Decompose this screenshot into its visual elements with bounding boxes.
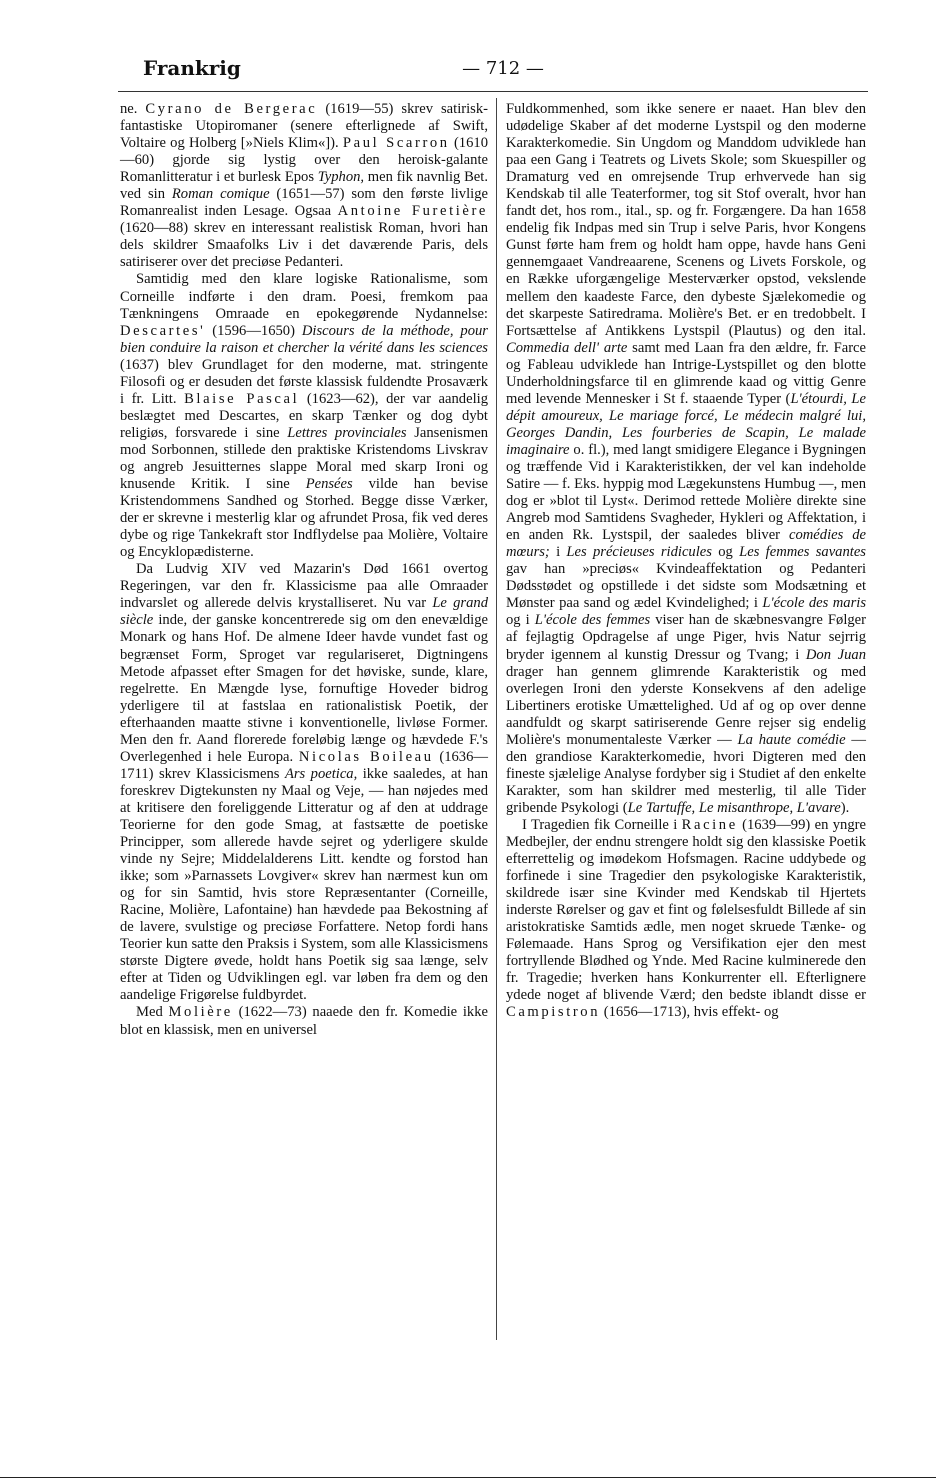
paragraph: ne. Cyrano de Bergerac (1619—55) skrev satirisk-fantastiske Utopiromaner (senere efterlignede af Swift, Voltaire og Holberg [»Niels Klim«]). Paul Scarron (1610—60) gjorde sig lystig over den heroisk-galante Romanlitteratur i et burlesk Epos Typhon, men fik navnlig Bet. ved sin Roman comique (1651—57) som den første livlige Romanrealist inden Lesage. Ogsaa Antoine Furetière (1620—88) skrev en interessant realistisk Roman, hvori han dels skildrer Smaafolks Liv i det daværende Paris, dels satiriserer over det preciøse Pedanteri. <box>120 101 489 271</box>
column-divider <box>496 98 497 1340</box>
page-header <box>143 56 865 86</box>
section-title: Frankrig <box>143 56 241 80</box>
italic-title: L'école des femmes <box>534 612 651 629</box>
italic-title: Le Tartuffe, Le misanthrope, L'avare <box>627 799 841 816</box>
header-rule <box>118 91 868 92</box>
italic-title: Pensées <box>305 476 353 493</box>
italic-title: Ars poetica, <box>284 765 358 782</box>
italic-title: Les précieuses ridicules <box>566 544 712 561</box>
italic-title: Les femmes savantes <box>739 544 866 561</box>
paragraph: Samtidig med den klare logiske Rationalisme, som Corneille indførte i den dram. Poesi, fremkom paa Tænkningens Omraade en epokegørende Nydannelse: Descartes' (1596—1650) Discours de la méthode, pour bien conduire la raison et chercher la vérité dans les sciences (1637) blev Grundlaget for den moderne, mat. stringente Filosofi og er desuden det første klassisk fuldendte Prosaværk i fr. Litt. Blaise Pascal (1623—62), der var aandelig beslægtet med Descartes, en skarp Tænker og dog dybt religiøs, forsvarede i sine Lettres provinciales Jansenismen mod Sorbonnen, stillede den praktiske Kristendoms Livskrav og angreb Jesuitternes slappe Moral med skarp Ironi og knusende Kritik. I sine Pensées vilde han bevise Kristendommens Sandhed og Storhed. Begge disse Værker, der er skrevne i mesterlig klar og afrundet Prosa, fik ved deres dybe og rige Tankekraft stor Indflydelse paa Molière, Voltaire og Encyklopædisterne. <box>120 271 488 561</box>
spaced-name: Molière <box>168 1004 233 1021</box>
italic-title: Discours de la méthode, pour bien conduire la raison et chercher la vérité dans les sciences <box>120 322 488 356</box>
spaced-name: Cyrano de Bergerac <box>145 101 318 117</box>
italic-title: La haute comédie <box>737 731 846 748</box>
italic-title: Lettres provinciales <box>287 424 407 441</box>
scan-edge-line <box>0 1477 936 1478</box>
spaced-name: Paul Scarron <box>342 135 450 152</box>
left-column <box>120 101 488 1039</box>
paragraph: Med Molière (1622—73) naaede den fr. Komedie ikke blot en klassisk, men en universel <box>120 1004 488 1038</box>
spaced-name: Blaise Pascal <box>184 390 300 407</box>
spaced-name: Nicolas Boileau <box>298 748 434 765</box>
paragraph: Fuldkommenhed, som ikke senere er naaet. Han blev den udødelige Skaber af det moderne Lystspil og den moderne Karakterkomedie. Sin Ungdom og Manddom udviklede han paa een Gang i Teatrets og Livets Skole; som Skuespiller og Dramaturg ved en omrejsende Trup erhvervede han sig Kendskab til alle Teaterformer, tog sit Stof overalt, hvor han fandt det, hos rom., ital., sp. og fr. Forgængere. Da han 1658 endelig fik Indpas med sin Trup i selve Paris, hvor Kongens Gunst førte ham frem og holdt ham oppe, havde hans Geni gennemgaaet Vandreaarene, Scenens og Livets Forskole, og en Række uforgængelige Mesterværker opstod, vekslende mellem den kaadeste Farce, den dybeste Sjælekomedie og det skarpeste Satiredrama. Molière's Bet. er en tredobbelt. I Fortsættelse af Antikkens Lystspil (Plautus) og den ital. Commedia dell' arte samt med Laan fra den ældre, fr. Farce og Fableau udviklede han Intrige-Lystspillet og den blotte Underholdningsfarce til en glimrende kaad og vittig Genre med levende Mennesker i St f. staaende Typer (L'étourdi, Le dépit amoureux, Le mariage forcé, Le médecin malgré lui, Georges Dandin, Les fourberies de Scapin, Le malade imaginaire o. fl.), med langt smidigere Elegance i Bygningen og træffende Vid i Karakteristikken, der vel kan indeholde Satire — f. Eks. hyppig mod Lægekunstens Humbug —, men dog er »blot til Lyst«. Derimod rettede Molière direkte sine Angreb mod Samtidens Svagheder, Hykleri og Affektation, i en anden Rk. Lystspil, der saaledes bliver comédies de mœurs; i Les précieuses ridicules og Les femmes savantes gav han »preciøs« Kvindeaffektation og Pedanteri Dødsstødet og opstillede i det sidste som Modsætning et Mønster paa sand og ædel Kvindelighed; i L'école des maris og i L'école des femmes viser han de skæbnesvangre Følger af fejlagtig Opdragelse af unge Piger, hvis Natur sejrrig bryder igennem al kunstig Dressur og Tvang; i Don Juan drager han gennem glimrende Karakteristik og med overlegen Ironi den yderste Konsekvens af den adelige Libertiners erotiske Umættelighed. Ud af og op over denne aandfuldt og skarpt satiriserende Genre rejser sig endelig Molière's monumentaleste Værker — La haute comédie — den grandiose Karakterkomedie, hvori Digteren med den fineste sjælelige Analyse fordyber sig i Studiet af den enkelte Karakter, som han skildrer med mesterlig, til alle Tider gribende Psykologi (Le Tartuffe, Le misanthrope, L'avare). <box>506 101 867 816</box>
italic-title: L'école des maris <box>762 595 867 612</box>
spaced-name: Descartes' <box>120 322 206 339</box>
italic-title: Commedia dell' arte <box>506 339 628 356</box>
italic-title: Le grand siècle <box>120 595 489 629</box>
spaced-name: Campistron <box>506 1004 601 1021</box>
paragraph: I Tragedien fik Corneille i Racine (1639—99) en yngre Medbejler, der endnu strengere holdt sig den klassiske Poetik efterrettelig og imødekom Hofsmagen. Racine uddybede og forfinede i sine Tragedier den psykologiske Karakteristik, skildrede især sine Kvinder med Kendskab til Hjertets inderste Rørelser og gav et fint og følelsesfuldt Billede af sin aristokratiske Samtids ædle, men noget skruede Tænke- og Følemaade. Hans Sprog og Versifikation ejer den mest fortryllende Blødhed og Ynde. Med Racine kulminerede den fr. Tragedie; hverken hans Konkurrenter ell. Efterlignere ydede noget af blivende Værd; den bedste iblandt disse er Campistron (1656—1713), hvis effekt- og <box>506 816 866 1021</box>
spaced-name: Racine <box>681 816 738 833</box>
italic-title: Roman comique <box>171 186 270 203</box>
spaced-name: Antoine Furetière <box>337 203 488 220</box>
paragraph: Da Ludvig XIV ved Mazarin's Død 1661 overtog Regeringen, var den fr. Klassicisme paa alle Omraader indvarslet og allerede delvis krystalliseret. Nu var Le grand siècle inde, der ganske koncentrerede sig om den enevældige Monark og hans Hof. De almene Ideer havde vundet fast og begrænset Form, Sproget var regulariseret, Digtningens Metode afpasset efter Smagen for det høviske, sunde, klare, regelrette. En Mængde lyse, fornuftige Hoveder bidrog yderligere til at fastslaa en rationalistisk Poetik, der efterhaanden maatte stivne i konventionelle, livløse Former. Men den fr. Aand florerede foreløbig længe og hævdede F.'s Overlegenhed i hele Europa. Nicolas Boileau (1636—1711) skrev Klassicismens Ars poetica, ikke saaledes, at han foreskrev Digtekunsten ny Maal og Veje, — han nøjedes med at kritisere den foreliggende Litteratur og af den at uddrage Teorierne for den gode Smag, at fastsætte de poetiske Principper, som allerede havde sejret og yderligere skulde vinde ny Sejre; Middelalderens Litt. kendte og forstod han ikke; som »Parnassets Lovgiver« skrev han nærmest kun om og for sin Samtid, hvis store Repræsentanter (Corneille, Racine, Molière, Lafontaine) han hævdede paa Bekostning af de lavere, svulstige og preciøse Forfattere. Netop fordi hans Teorier kun satte den Praksis i System, som alle Klassicismens største Digtere øvede, holdt hans Poetik sig saa længe, selv efter at Tiden og Udviklingen egl. var løben fra dem og den aandelige Frigørelse fuldbyrdet. <box>120 561 489 1004</box>
page-number: — 712 — <box>462 58 544 79</box>
italic-title: comédies de mœurs; <box>506 527 866 561</box>
italic-title: Don Juan <box>805 646 866 663</box>
italic-title: Typhon, <box>317 169 365 186</box>
right-column <box>506 101 866 1022</box>
italic-title: L'étourdi, Le dépit amoureux, Le mariage forcé, Le médecin malgré lui, Georges Dandin, Les fourberies de Scapin, Le malade imaginaire <box>506 390 866 458</box>
